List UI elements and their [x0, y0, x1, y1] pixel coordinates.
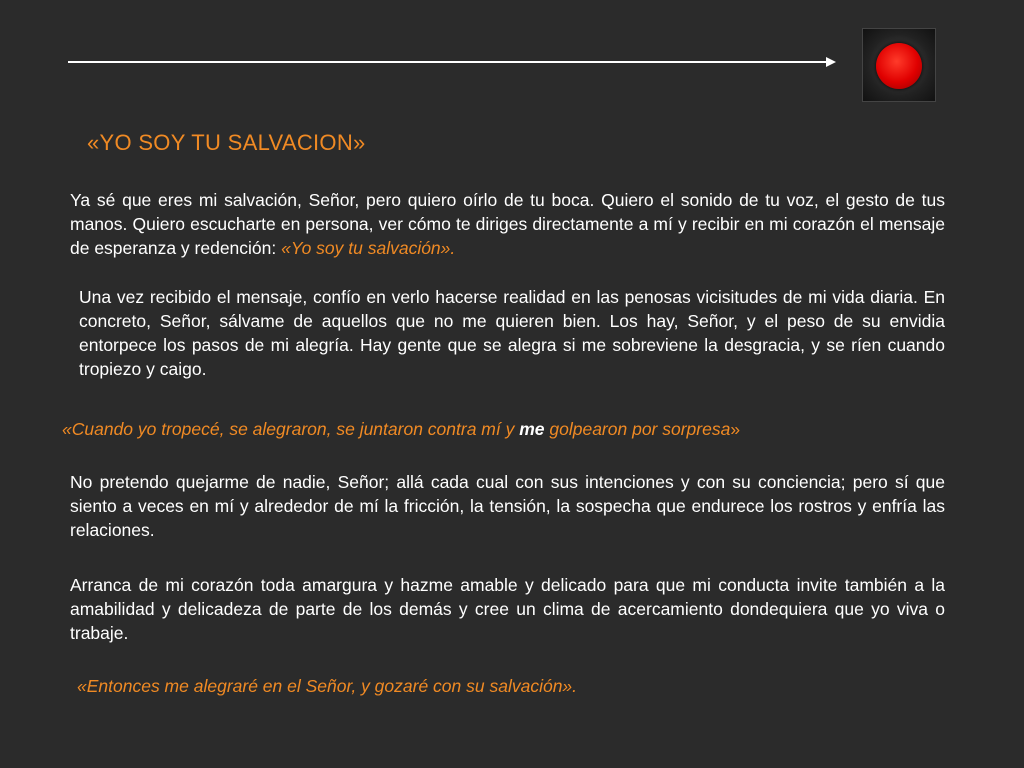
quote-1: [62, 417, 962, 441]
quote-1-after: golpearon por sorpresa: [544, 419, 731, 439]
quote-2: «Entonces me alegraré en el Señor, y gozaré con su salvación».: [77, 676, 578, 696]
arrow-right-icon: [826, 57, 836, 67]
quote-1-bold: me: [519, 419, 545, 439]
page-title: «YO SOY TU SALVACION»: [87, 130, 366, 155]
paragraph-3: No pretendo quejarme de nadie, Señor; allá cada cual con sus intenciones y con su conciencia; pero sí que siento a veces en mí y alrededor de mí la fricción, la tensión, la sospecha que endurece los rostros y enfría las relaciones.: [70, 472, 945, 540]
quote-1-before: «Cuando yo tropecé, se alegraron, se juntaron contra mí y: [62, 419, 520, 439]
paragraph-2: Una vez recibido el mensaje, confío en verlo hacerse realidad en las penosas vicisitudes de mi vida diaria. En concreto, Señor, sálvame de aquellos que no me quieren bien. Los hay, Señor, y el peso de su envidia entorpece los pasos de mi alegría. Hay gente que se alegra si me sobreviene la desgracia, y se ríen cuando tropiezo y caigo.: [79, 287, 945, 379]
paragraph-1: [70, 188, 945, 260]
paragraph-4: Arranca de mi corazón toda amargura y hazme amable y delicado para que mi conducta invite también a la amabilidad y delicadeza de parte de los demás y cree un clima de acercamiento dondequiera que yo viva o trabaje.: [70, 575, 945, 643]
arrow-line: [68, 61, 828, 63]
paragraph-1-text: Ya sé que eres mi salvación, Señor, pero quiero oírlo de tu boca. Quiero el sonido de tu voz, el gesto de tus manos. Quiero escucharte en persona, ver cómo te diriges directamente a mí y recibir en mi corazón el mensaje de esperanza y redención:: [70, 190, 945, 258]
paragraph-1-highlight: «Yo soy tu salvación».: [281, 238, 456, 258]
record-button-icon[interactable]: [862, 28, 936, 102]
quote-1-close: »: [730, 419, 741, 439]
red-dot-icon: [876, 43, 922, 89]
